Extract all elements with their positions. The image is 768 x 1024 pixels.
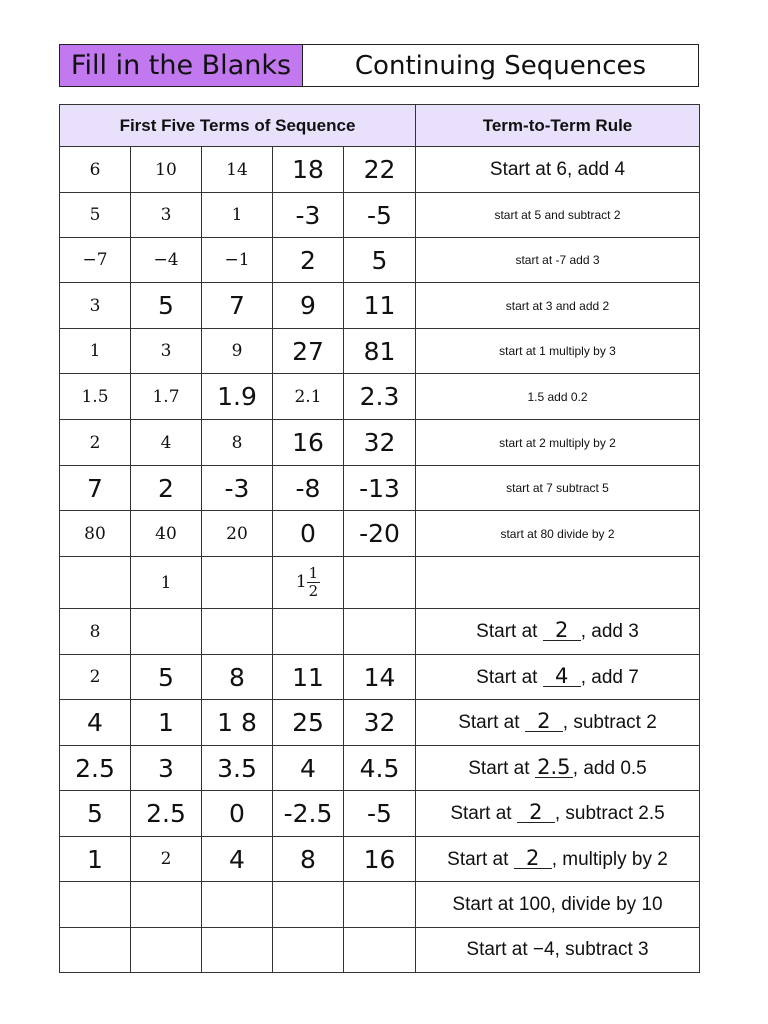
term-cell: 2 [131, 466, 202, 511]
rule-cell: start at 5 and subtract 2 [416, 193, 700, 238]
term-cell: 81 [344, 329, 416, 374]
term-cell: 11 [344, 283, 416, 329]
rule-prefix: Start at [468, 757, 535, 779]
term-cell [60, 928, 131, 973]
rule-cell: Start at 6, add 4 [416, 147, 700, 193]
term-cell [202, 928, 273, 973]
rule-blank: 2 [514, 848, 552, 869]
header-terms: First Five Terms of Sequence [60, 105, 416, 147]
table-row [60, 283, 700, 329]
table-row [60, 193, 700, 238]
table-row [60, 700, 700, 746]
rule-blank: 2 [543, 620, 581, 641]
term-cell: −1 [202, 238, 273, 283]
table-row [60, 655, 700, 700]
rule-cell: Start at −4, subtract 3 [416, 928, 700, 973]
term-cell: 2 [60, 420, 131, 466]
term-cell: 2 [60, 655, 131, 700]
term-cell: −7 [60, 238, 131, 283]
table-row [60, 609, 700, 655]
term-cell: 22 [344, 147, 416, 193]
term-cell: 9 [273, 283, 344, 329]
rule-cell [416, 557, 700, 609]
term-cell: 2.5 [60, 746, 131, 791]
rule-blank: 2.5 [535, 757, 573, 778]
term-cell: 3 [131, 746, 202, 791]
term-cell: 32 [344, 700, 416, 746]
worksheet-header [59, 44, 699, 87]
term-cell: 8 [202, 420, 273, 466]
rule-suffix: , subtract 2 [562, 712, 657, 733]
term-cell: 1 8 [202, 700, 273, 746]
term-cell: -3 [273, 193, 344, 238]
rule-prefix: Start at [476, 621, 543, 642]
term-cell: 8 [273, 837, 344, 882]
term-cell: 2.3 [344, 374, 416, 420]
fraction [307, 565, 321, 600]
term-cell: -5 [344, 193, 416, 238]
term-cell: 11 [273, 655, 344, 700]
term-cell [202, 557, 273, 609]
term-cell: 5 [344, 238, 416, 283]
term-cell: 6 [60, 147, 131, 193]
table-row [60, 791, 700, 837]
term-cell [344, 928, 416, 973]
term-cell: 3 [131, 193, 202, 238]
term-cell [131, 882, 202, 928]
table-row [60, 837, 700, 882]
term-cell: -3 [202, 466, 273, 511]
term-cell: -8 [273, 466, 344, 511]
rule-suffix: , subtract 2.5 [554, 803, 665, 824]
term-cell: 80 [60, 511, 131, 557]
fraction-denominator: 2 [308, 582, 319, 600]
rule-blank: 4 [543, 666, 581, 687]
term-cell: -5 [344, 791, 416, 837]
term-cell: 5 [131, 655, 202, 700]
term-cell: 0 [202, 791, 273, 837]
rule-suffix: , add 3 [580, 621, 639, 642]
term-cell [202, 882, 273, 928]
rule-prefix: Start at [450, 803, 517, 824]
term-cell: -13 [344, 466, 416, 511]
term-cell: -20 [344, 511, 416, 557]
table-row [60, 374, 700, 420]
term-cell: 0 [273, 511, 344, 557]
term-cell: 14 [202, 147, 273, 193]
rule-cell: start at 80 divide by 2 [416, 511, 700, 557]
rule-prefix: Start at [476, 666, 543, 688]
term-cell: 4 [131, 420, 202, 466]
table-row [60, 238, 700, 283]
header-tag: Fill in the Blanks [60, 45, 303, 86]
term-cell: 20 [202, 511, 273, 557]
rule-cell [416, 746, 700, 791]
table-row [60, 511, 700, 557]
table-row [60, 420, 700, 466]
rule-cell: start at 7 subtract 5 [416, 466, 700, 511]
rule-suffix: , multiply by 2 [551, 848, 668, 870]
term-cell: 4 [273, 746, 344, 791]
term-cell: 1.5 [60, 374, 131, 420]
term-cell [273, 928, 344, 973]
term-cell: 1.7 [131, 374, 202, 420]
rule-cell: start at 2 multiply by 2 [416, 420, 700, 466]
term-cell [202, 609, 273, 655]
term-cell: 14 [344, 655, 416, 700]
term-cell [60, 882, 131, 928]
term-cell: 2 [131, 837, 202, 882]
term-cell: 7 [202, 283, 273, 329]
table-row [60, 557, 700, 609]
term-cell: 1 [202, 193, 273, 238]
table-row [60, 466, 700, 511]
term-cell: 5 [131, 283, 202, 329]
table-row [60, 147, 700, 193]
sequence-table [59, 104, 700, 973]
term-cell: 3 [60, 283, 131, 329]
term-cell: 7 [60, 466, 131, 511]
term-cell: 4 [202, 837, 273, 882]
table-header-row [60, 105, 700, 147]
term-cell [344, 882, 416, 928]
rule-cell [416, 655, 700, 700]
rule-cell [416, 791, 700, 837]
term-cell: 2 [273, 238, 344, 283]
table-row [60, 928, 700, 973]
term-cell [344, 557, 416, 609]
term-cell: 4 [60, 700, 131, 746]
rule-prefix: Start at [458, 712, 525, 733]
term-cell: −4 [131, 238, 202, 283]
term-cell [273, 557, 344, 609]
term-cell [60, 557, 131, 609]
rule-cell: start at -7 add 3 [416, 238, 700, 283]
rule-blank: 2 [525, 711, 563, 732]
term-cell: 4.5 [344, 746, 416, 791]
rule-cell [416, 609, 700, 655]
table-row [60, 882, 700, 928]
term-cell: 2.1 [273, 374, 344, 420]
term-cell: 8 [202, 655, 273, 700]
fraction-numerator: 1 [308, 564, 319, 582]
term-cell [273, 609, 344, 655]
term-cell: 16 [344, 837, 416, 882]
worksheet-title: Continuing Sequences [354, 50, 647, 81]
term-cell: 5 [60, 791, 131, 837]
rule-cell [416, 700, 700, 746]
term-cell [131, 928, 202, 973]
rule-cell: 1.5 add 0.2 [416, 374, 700, 420]
term-cell: 1 [131, 700, 202, 746]
rule-suffix: , add 0.5 [572, 757, 647, 779]
term-cell: 3.5 [202, 746, 273, 791]
table-row [60, 746, 700, 791]
rule-cell [416, 837, 700, 882]
term-cell [344, 609, 416, 655]
mixed-number-whole: 1 [295, 572, 307, 592]
term-cell: 10 [131, 147, 202, 193]
term-cell [273, 882, 344, 928]
rule-blank: 2 [517, 802, 555, 823]
term-cell: 27 [273, 329, 344, 374]
term-cell: 9 [202, 329, 273, 374]
term-cell: 3 [131, 329, 202, 374]
term-cell: 5 [60, 193, 131, 238]
table-row [60, 329, 700, 374]
rule-cell: Start at 100, divide by 10 [416, 882, 700, 928]
term-cell: 2.5 [131, 791, 202, 837]
rule-cell: start at 3 and add 2 [416, 283, 700, 329]
rule-suffix: , add 7 [580, 666, 639, 688]
term-cell: 40 [131, 511, 202, 557]
term-cell: 1.9 [202, 374, 273, 420]
term-cell: 1 [60, 329, 131, 374]
term-cell: 18 [273, 147, 344, 193]
term-cell: 16 [273, 420, 344, 466]
term-cell: 8 [60, 609, 131, 655]
term-cell [131, 609, 202, 655]
term-cell: 32 [344, 420, 416, 466]
term-cell: 25 [273, 700, 344, 746]
term-cell: -2.5 [273, 791, 344, 837]
term-cell: 1 [60, 837, 131, 882]
rule-cell: start at 1 multiply by 3 [416, 329, 700, 374]
header-rule: Term-to-Term Rule [416, 105, 700, 147]
term-cell: 1 [131, 557, 202, 609]
rule-prefix: Start at [447, 848, 514, 870]
